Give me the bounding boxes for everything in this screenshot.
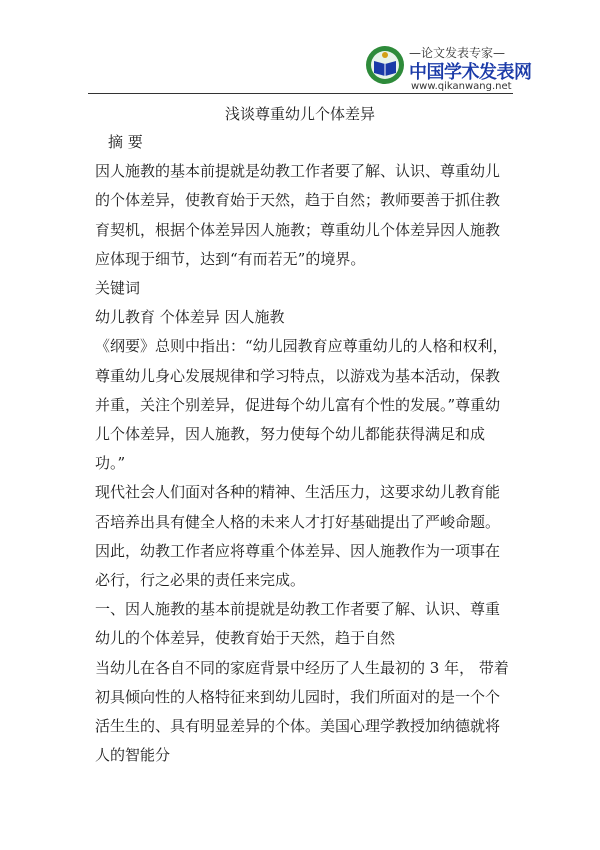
abstract-heading: 摘 要: [108, 133, 143, 151]
section-heading: 一、因人施教的基本前提就是幼教工作者要了解、认识、尊重幼儿的个体差异，使教育始于天然，趋于自然: [95, 600, 501, 648]
site-logo: [365, 42, 532, 94]
logo-url: www.qikanwang.net: [411, 81, 512, 92]
keywords-heading: 关键词: [95, 279, 141, 298]
abstract-text: 因人施教的基本前提就是幼教工作者要了解、认识、尊重幼儿的个体差异，使教育始于天然，趋于自然；教师要善于抓住教育契机，根据个体差异因人施教；尊重幼儿个体差异因人施教应体现于细节，达到“有而若无”的境界。: [95, 162, 501, 268]
globe-book-icon: [365, 42, 405, 88]
paragraph: 当幼儿在各自不同的家庭背景中经历了人生最初的 3 年， 带着初具倾向性的人格特征来到幼儿园时，我们所面对的是一个个活生生的、具有明显差异的个体。美国心理学教授加纳德就将人的智能分: [95, 658, 509, 765]
logo-site-name: 中国学术发表网: [409, 62, 532, 83]
document-title: 浅谈尊重幼儿个体差异: [224, 105, 375, 123]
keywords: 幼儿教育 个体差异 因人施教: [95, 308, 285, 327]
logo-tagline: —论文发表专家—: [409, 46, 506, 60]
paragraph: 《纲要》总则中指出：“幼儿园教育应尊重幼儿的人格和权利，尊重幼儿身心发展规律和学习特点，以游戏为基本活动，保教并重，关注个别差异，促进每个幼儿富有个性的发展。”尊重幼儿个体差异，因人施教，努力使每个幼儿都能获得满足和成功。”: [95, 337, 508, 473]
document-body: [88, 128, 513, 770]
paragraph: 现代社会人们面对各种的精神、生活压力，这要求幼儿教育能否培养出具有健全人格的未来人才打好基础提出了严峻命题。因此，幼教工作者应将尊重个体差异、因人施教作为一项事在必行，行之必果的责任来完成。: [95, 483, 501, 590]
header-rule: [88, 93, 513, 94]
